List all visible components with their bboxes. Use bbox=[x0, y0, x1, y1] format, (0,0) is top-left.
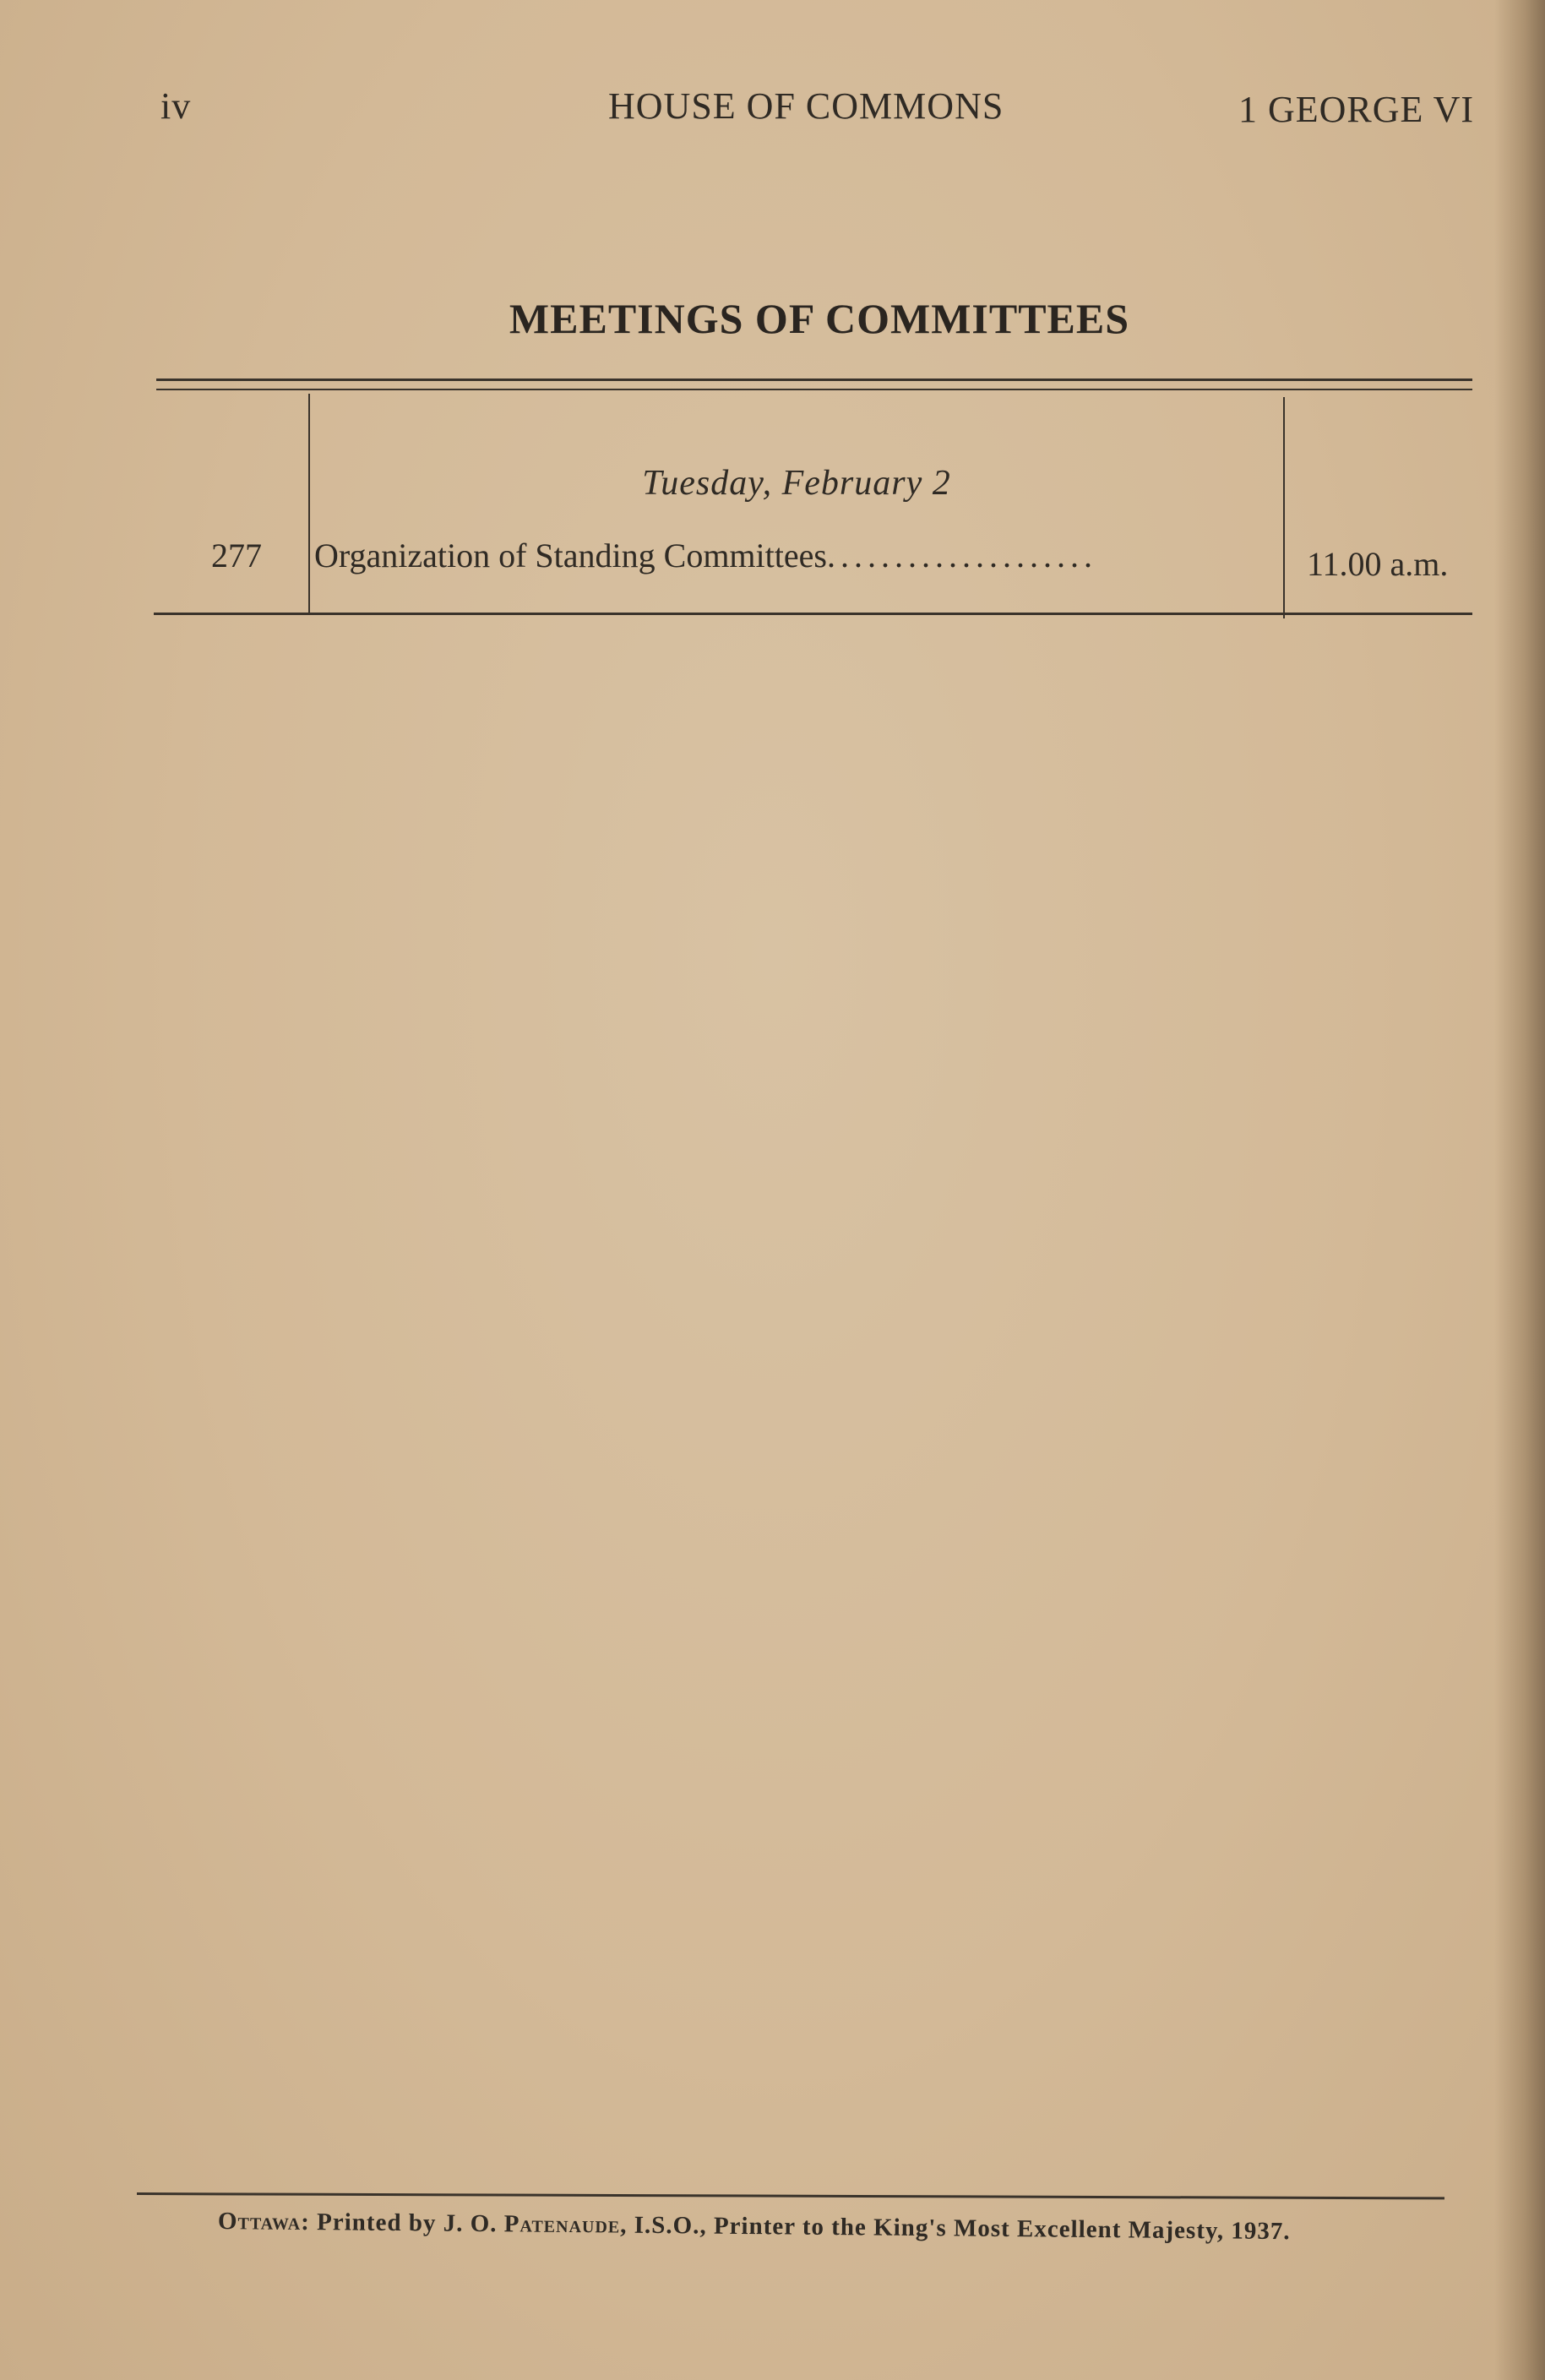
section-title: MEETINGS OF COMMITTEES bbox=[509, 295, 1130, 342]
table-top-rule-inner bbox=[156, 389, 1472, 390]
imprint-credit: , I.S.O., Printer to the King's Most Excellent Majesty, 1937. bbox=[620, 2211, 1291, 2246]
table-column-divider-right bbox=[1283, 397, 1285, 618]
row-subject-text: Organization of Standing Committees bbox=[314, 536, 827, 575]
row-subject bbox=[314, 536, 1277, 575]
imprint-printed-by: : Printed by J. O. bbox=[301, 2208, 498, 2238]
running-head bbox=[160, 84, 1474, 135]
imprint-place: Ottawa bbox=[217, 2208, 302, 2236]
footer-rule bbox=[137, 2192, 1444, 2199]
row-page-number: 277 bbox=[211, 536, 262, 575]
imprint-line bbox=[218, 2208, 1291, 2246]
regnal-year: 1 GEORGE VI bbox=[1238, 89, 1474, 130]
binding-shadow bbox=[1494, 0, 1545, 2380]
row-time: 11.00 a.m. bbox=[1307, 545, 1449, 583]
table-top-rule bbox=[156, 379, 1472, 381]
dot-leader: .................... bbox=[826, 536, 1097, 575]
publication-title: HOUSE OF COMMONS bbox=[608, 85, 1004, 127]
imprint-printer-name: Patenaude bbox=[503, 2210, 621, 2239]
page-number: iv bbox=[160, 85, 192, 127]
day-heading: Tuesday, February 2 bbox=[642, 464, 951, 503]
table-bottom-rule bbox=[154, 613, 1472, 615]
